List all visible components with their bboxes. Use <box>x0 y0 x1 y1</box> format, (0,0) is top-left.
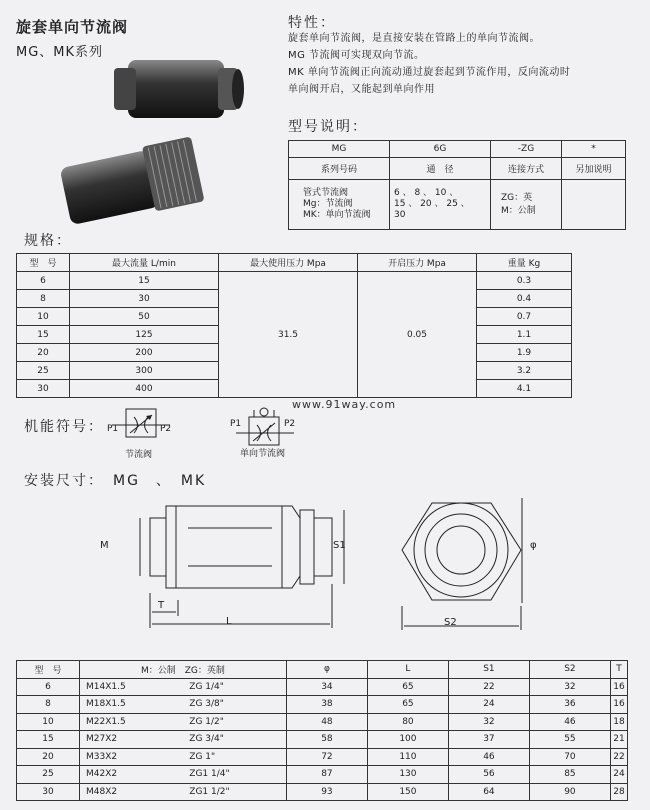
cell: 58 <box>286 731 367 749</box>
model-label: 通 径 <box>390 158 491 180</box>
spec-weight: 3.2 <box>477 362 572 380</box>
cell: ZG 1" <box>189 748 286 766</box>
spec-header: 开启压力 Mpa <box>358 254 477 272</box>
p2-label: P2 <box>160 424 172 434</box>
cell: 10 <box>17 713 80 731</box>
features-text <box>288 30 570 98</box>
spec-open-pressure: 0.05 <box>358 272 477 398</box>
cell: 46 <box>529 713 610 731</box>
cell: ZG 3/4" <box>189 731 286 749</box>
spec-model: 8 <box>17 290 70 308</box>
inst-header: L <box>367 661 448 679</box>
spec-flow: 50 <box>70 308 219 326</box>
cell: ZG1 1/2" <box>189 783 286 801</box>
spec-weight: 1.1 <box>477 326 572 344</box>
page-title: 旋套单向节流阀 <box>16 18 129 36</box>
feature-line: 单向阀开启，又能起到单向作用 <box>288 84 435 95</box>
cell: 24 <box>610 766 627 784</box>
cell: 18 <box>610 713 627 731</box>
cell: 87 <box>286 766 367 784</box>
cell: 32 <box>448 713 529 731</box>
cell: 16 <box>610 696 627 714</box>
spec-model: 25 <box>17 362 70 380</box>
cell: ZG 1/2" <box>189 713 286 731</box>
cell: 30 <box>17 783 80 801</box>
model-label: 另加说明 <box>562 158 626 180</box>
cell: 8 <box>17 696 80 714</box>
table-row <box>17 783 628 801</box>
side-view <box>140 506 344 628</box>
spec-header: 重量 Kg <box>477 254 572 272</box>
cell: M33X2 <box>80 748 190 766</box>
spec-heading: 规格： <box>24 233 72 249</box>
valve-photo-top <box>114 60 244 118</box>
cell: 20 <box>17 748 80 766</box>
cell: 85 <box>529 766 610 784</box>
cell: 22 <box>448 678 529 696</box>
p2-label-2: P2 <box>284 419 296 429</box>
cell: M18X1.5 <box>80 696 190 714</box>
dim-m: M <box>100 540 109 551</box>
spec-flow: 400 <box>70 380 219 398</box>
model-label: 系列号码 <box>289 158 390 180</box>
cell: 34 <box>286 678 367 696</box>
cell: 32 <box>529 678 610 696</box>
spec-model: 30 <box>17 380 70 398</box>
spec-table <box>16 253 572 398</box>
desc-line: 30 <box>394 210 406 220</box>
install-table <box>16 660 628 801</box>
features-heading: 特性： <box>288 15 336 31</box>
cell: 48 <box>286 713 367 731</box>
cell: 6 <box>17 678 80 696</box>
cell: 100 <box>367 731 448 749</box>
spec-model: 6 <box>17 272 70 290</box>
cell: ZG 1/4" <box>189 678 286 696</box>
desc-line: 6 、 8 、 10 、 <box>394 188 459 198</box>
model-heading: 型号说明： <box>288 119 368 135</box>
cell: M48X2 <box>80 783 190 801</box>
p1-label: P1 <box>107 424 119 434</box>
dim-phi: φ <box>530 540 537 551</box>
desc-line: M：公制 <box>501 205 536 216</box>
cell: 28 <box>610 783 627 801</box>
feature-line: MG 节流阀可实现双向节流。 <box>288 50 425 61</box>
table-row <box>17 696 628 714</box>
p1-label-2: P1 <box>230 419 242 429</box>
cell: 25 <box>17 766 80 784</box>
model-code: 6G <box>390 141 491 158</box>
cell: 56 <box>448 766 529 784</box>
cell: 38 <box>286 696 367 714</box>
table-row <box>17 766 628 784</box>
spec-weight: 4.1 <box>477 380 572 398</box>
cell: 130 <box>367 766 448 784</box>
cell: 110 <box>367 748 448 766</box>
model-code: * <box>562 141 626 158</box>
cell: 65 <box>367 696 448 714</box>
cell: 21 <box>610 731 627 749</box>
dim-s1: S1 <box>333 540 346 551</box>
spec-flow: 200 <box>70 344 219 362</box>
cell: 24 <box>448 696 529 714</box>
cell: 93 <box>286 783 367 801</box>
symbols-heading: 机能符号： <box>24 419 104 435</box>
product-photo <box>50 50 250 230</box>
desc-line: 15 、 20 、 25 、 <box>394 199 470 209</box>
valve-photo-bottom <box>59 136 205 229</box>
spec-model: 10 <box>17 308 70 326</box>
feature-line: MK 单向节流阀正向流动通过旋套起到节流作用，反向流动时 <box>288 67 571 78</box>
dim-l: L <box>226 616 232 627</box>
table-row <box>17 748 628 766</box>
spec-model: 20 <box>17 344 70 362</box>
series-desc <box>289 180 390 230</box>
cell: ZG1 1/4" <box>189 766 286 784</box>
spec-header: 最大使用压力 Mpa <box>219 254 358 272</box>
desc-line: MK：单向节流阀 <box>303 210 371 220</box>
spec-weight: 1.9 <box>477 344 572 362</box>
cell: 46 <box>448 748 529 766</box>
spec-flow: 125 <box>70 326 219 344</box>
cell: M22X1.5 <box>80 713 190 731</box>
model-code: MG <box>289 141 390 158</box>
spec-weight: 0.4 <box>477 290 572 308</box>
cell: 72 <box>286 748 367 766</box>
cell: M14X1.5 <box>80 678 190 696</box>
watermark: www.91way.com <box>292 398 397 411</box>
inst-header: S1 <box>448 661 529 679</box>
throttle-label: 节流阀 <box>125 450 153 460</box>
cell: 22 <box>610 748 627 766</box>
spec-model: 15 <box>17 326 70 344</box>
cell: ZG 3/8" <box>189 696 286 714</box>
spec-flow: 300 <box>70 362 219 380</box>
inst-header: 型 号 <box>17 661 80 679</box>
dim-s2: S2 <box>444 617 457 628</box>
spec-max-pressure: 31.5 <box>219 272 358 398</box>
cell: 90 <box>529 783 610 801</box>
cell: 15 <box>17 731 80 749</box>
cell: 16 <box>610 678 627 696</box>
cell: 150 <box>367 783 448 801</box>
cell: 36 <box>529 696 610 714</box>
spec-header: 型 号 <box>17 254 70 272</box>
end-view <box>402 498 522 630</box>
cell: M27X2 <box>80 731 190 749</box>
spec-flow: 30 <box>70 290 219 308</box>
table-row <box>17 678 628 696</box>
cell: M42X2 <box>80 766 190 784</box>
inst-header: S2 <box>529 661 610 679</box>
spec-header: 最大流量 L/min <box>70 254 219 272</box>
spec-flow: 15 <box>70 272 219 290</box>
table-row <box>17 731 628 749</box>
model-label: 连接方式 <box>491 158 562 180</box>
desc-line: ZG：英 <box>501 192 533 203</box>
cell: 55 <box>529 731 610 749</box>
install-heading: 安装尺寸： MG 、 MK <box>24 473 207 489</box>
model-code: -ZG <box>491 141 562 158</box>
cell: 65 <box>367 678 448 696</box>
cell: 37 <box>448 731 529 749</box>
table-row <box>17 713 628 731</box>
series-subtitle: MG、MK系列 <box>16 45 104 60</box>
install-drawing <box>96 488 556 638</box>
check-throttle-label: 单向节流阀 <box>240 449 286 459</box>
spec-weight: 0.7 <box>477 308 572 326</box>
inst-header: T <box>610 661 627 679</box>
spec-weight: 0.3 <box>477 272 572 290</box>
cell: 80 <box>367 713 448 731</box>
inst-header: M：公制 ZG：英制 <box>80 661 287 679</box>
cell: 70 <box>529 748 610 766</box>
bore-desc <box>390 180 491 230</box>
inst-header: φ <box>286 661 367 679</box>
cell: 64 <box>448 783 529 801</box>
model-table <box>288 140 626 230</box>
desc-line: 管式节流阀 <box>303 188 349 198</box>
conn-desc <box>491 180 562 230</box>
desc-line: Mg：节流阀 <box>303 199 353 209</box>
dim-t: T <box>158 600 165 611</box>
feature-line: 旋套单向节流阀，是直接安装在管路上的单向节流阀。 <box>288 33 540 44</box>
